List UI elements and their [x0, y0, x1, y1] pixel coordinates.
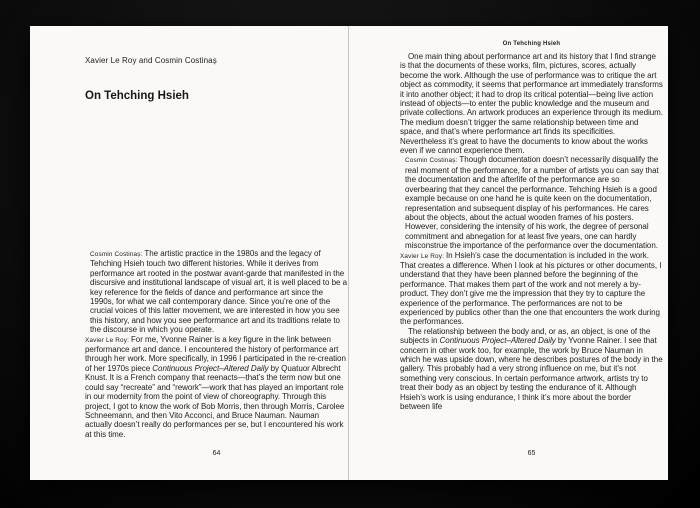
body-text: by Quatuor Albrecht Knust. It is a French company that reenacts—that’s the term now but one could say “recreate” and “rework”—work that has played an important role in our modernity from the point of view of choreography. Through this project, I got to know the work of Bob Morris, then through Morris, Carolee Schneemann, and then Vito Acconci, and Bruce Nauman. Nauman actually doesn’t really do performances per se, but I encountered his work at this time.: [85, 363, 345, 439]
paragraph: [400, 155, 663, 250]
body-text: Though documentation doesn’t necessarily disqualify the real moment of the performance, for a number of artists you can say that the documentation and the afterlife of the performance are so overbearing that they cancel the performance. Tehching Hsieh is a good example because on one hand he is quite keen on the documentation, representation and subsequent display of his performances. He cares about the objects, about the actual wooden frames of his posters. However, considering the intensity of his work, the degree of personal commitment and abnegation for at least five years, one can hardly misconstrue the importance of the performance over the documentation.: [405, 155, 659, 251]
work-title-italic: Continuous Project–Altered Daily: [152, 363, 269, 373]
speaker-label: Xavier Le Roy:: [85, 336, 131, 344]
running-head: On Tehching Hsieh: [502, 41, 561, 47]
paragraph: [400, 52, 663, 155]
body-text: The relationship between the body and, or as, an object, is one of the subjects in: [400, 326, 651, 346]
chapter-title: On Tehching Hsieh: [85, 90, 189, 102]
right-page-body: [400, 52, 663, 411]
paragraph: [85, 335, 348, 439]
authors-line: Xavier Le Roy and Cosmin Costinaș: [85, 56, 217, 65]
speaker-label: Cosmin Costinaș:: [405, 157, 460, 165]
body-text: The artistic practice in the 1980s and the legacy of Tehching Hsieh touch two different histories. While it derives from performance art rooted in the postwar avant-garde that manifested in the discursive and institutional landscape of visual art, it is well placed to be a key reference for the fields of dance and performance art since the 1990s, for what we call contemporary dance. Since you’re one of the crucial voices of this latter movement, we are interested in how you see this history, and how you see performance art and its traditions relate to the discourse in which you operate.: [90, 249, 347, 335]
paragraph: [400, 327, 663, 412]
body-text: One main thing about performance art and its history that I find strange is that the documents of these works, film, pictures, scores, actually become the work. Although the use of performance was to critique the art object as commodity, it seems that performance art immediately transforms it into another object; it had to drop its critical potential—being live action instead of objects—to enter the public knowledge and the museum and private collections. An artwork produces an experience through its medium. The medium doesn’t trigger the same relationship between time and space, and that’s where performance art finds its specificities. Nevertheless it’s great to have the documents to know about the works even if we cannot experience them.: [400, 52, 663, 156]
page-number-left: 64: [212, 450, 221, 457]
left-page: [30, 26, 348, 480]
body-text: by Yvonne Rainer. I see that concern in other work too, for example, the work by Bruce Nauman in which he was upside down, where he describes postures of the body in the gallery. This probably had a very strong influence on me, but it’s not something very conscious. In certain performance artwork, artists try to treat their body as an object by testing the endurance of it. Although Hsieh’s work is using endurance, I think it’s more about the border between life: [400, 336, 663, 412]
book-spread: [30, 26, 668, 480]
paragraph: [85, 249, 348, 335]
left-page-body: [85, 249, 348, 439]
work-title-italic: Continuous Project–Altered Daily: [439, 336, 556, 346]
speaker-label: Cosmin Costinaș:: [90, 251, 145, 258]
speaker-label: Xavier Le Roy:: [400, 252, 446, 260]
right-page: [349, 26, 668, 480]
page-number-right: 65: [527, 450, 536, 457]
body-text: For me, Yvonne Rainer is a key figure in the link between performance art and dance. I encountered the history of performance art through her work. More specifically, in 1996 I participated in the re-creation of her 1970s piece: [85, 334, 346, 373]
body-text: In Hsieh’s case the documentation is included in the work. That creates a difference. When I look at his pictures or other documents, I understand that they have been planned before the beginning of the performance. That makes them part of the work and not merely a by-product. They don’t give me the impression that they try to capture the experience of the performance. The performances are not to be experienced by publics other than the one that encounters the work during the performances.: [400, 250, 662, 327]
paragraph: [400, 251, 663, 327]
